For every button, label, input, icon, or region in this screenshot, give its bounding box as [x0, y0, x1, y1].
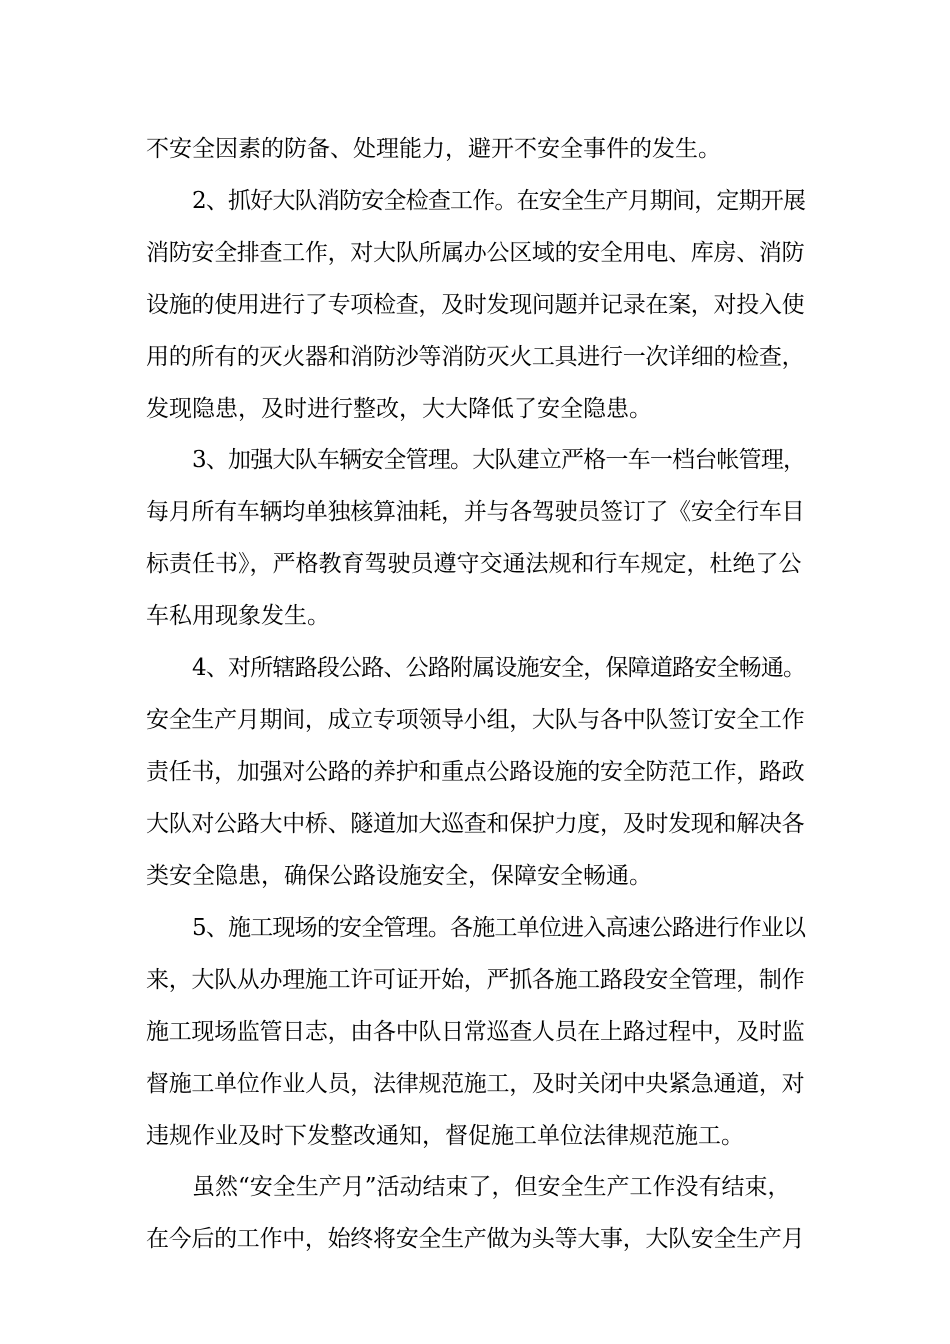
text-line — [0, 484, 950, 540]
text-line — [0, 848, 950, 904]
text-line — [0, 277, 950, 333]
text-line — [0, 744, 950, 800]
text-line-content: 用的所有的灭火器和消防沙等消防灭火工具进行一次详细的检查， — [146, 344, 805, 370]
text-line-content: 来，大队从办理施工许可证开始，严抓各施工路段安全管理，制作 — [146, 967, 805, 993]
paragraph-start-line — [0, 900, 950, 956]
text-line — [0, 952, 950, 1008]
text-line-content: 设施的使用进行了专项检查，及时发现问题并记录在案，对投入使 — [146, 292, 805, 318]
text-line-content: 安全生产月期间，成立专项领导小组，大队与各中队签订安全工作 — [146, 707, 805, 733]
text-line — [0, 329, 950, 385]
text-line — [0, 121, 950, 177]
text-line-content: 类安全隐患，确保公路设施安全，保障安全畅通。 — [146, 863, 652, 889]
paragraph-start-line — [0, 432, 950, 488]
text-line — [0, 1004, 950, 1060]
paragraph-start-line — [0, 173, 950, 229]
text-line-content: 车私用现象发生。 — [146, 603, 330, 629]
text-line-content: 发现隐患，及时进行整改，大大降低了安全隐患。 — [146, 396, 652, 422]
text-line — [0, 536, 950, 592]
text-line — [0, 1211, 950, 1267]
text-line-content: 大队对公路大中桥、隧道加大巡查和保护力度，及时发现和解决各 — [146, 811, 805, 837]
text-line-content: 4、对所辖路段公路、公路附属设施安全，保障道路安全畅通。 — [192, 655, 806, 681]
text-line-content: 标责任书》，严格教育驾驶员遵守交通法规和行车规定，杜绝了公 — [146, 551, 802, 577]
text-line — [0, 588, 950, 644]
paragraph-start-line — [0, 1159, 950, 1215]
text-line — [0, 692, 950, 748]
paragraph-start-line — [0, 640, 950, 696]
text-line-content: 3、加强大队车辆安全管理。大队建立严格一车一档台帐管理， — [192, 447, 806, 473]
text-line-content: 5、施工现场的安全管理。各施工单位进入高速公路进行作业以 — [192, 915, 806, 941]
text-line-content: 违规作业及时下发整改通知，督促施工单位法律规范施工。 — [146, 1123, 744, 1149]
text-line — [0, 381, 950, 437]
text-line-content: 在今后的工作中，始终将安全生产做为头等大事，大队安全生产月 — [146, 1226, 805, 1252]
text-line-content: 虽然“安全生产月”活动结束了，但安全生产工作没有结束， — [192, 1174, 791, 1200]
text-line-content: 责任书，加强对公路的养护和重点公路设施的安全防范工作，路政 — [146, 759, 805, 785]
text-line — [0, 1056, 950, 1112]
text-line-content: 督施工单位作业人员，法律规范施工，及时关闭中央紧急通道，对 — [146, 1071, 805, 1097]
text-line-content: 2、抓好大队消防安全检查工作。在安全生产月期间，定期开展 — [192, 188, 806, 214]
text-line — [0, 225, 950, 281]
text-line-content: 消防安全排查工作，对大队所属办公区域的安全用电、库房、消防 — [146, 240, 805, 266]
text-line — [0, 796, 950, 852]
text-line-content: 不安全因素的防备、处理能力，避开不安全事件的发生。 — [146, 136, 721, 162]
text-line-content: 施工现场监管日志，由各中队日常巡查人员在上路过程中，及时监 — [146, 1019, 805, 1045]
text-line — [0, 1108, 950, 1164]
text-line-content: 每月所有车辆均单独核算油耗，并与各驾驶员签订了《安全行车目 — [146, 499, 805, 525]
